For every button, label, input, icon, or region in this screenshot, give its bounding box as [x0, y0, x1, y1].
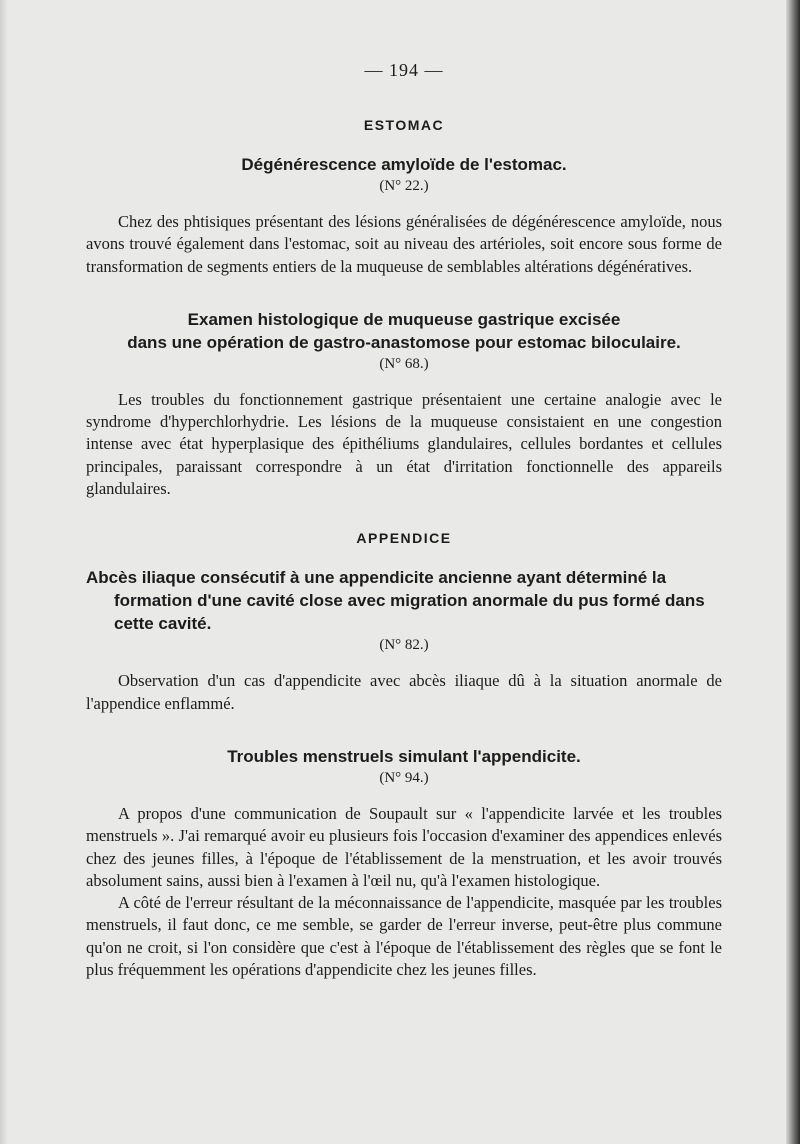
scan-right-edge	[786, 0, 800, 1144]
document-page	[86, 60, 722, 981]
article-title-examen-histologique	[86, 308, 722, 354]
article-paragraph-troubles-1: A propos d'une communication de Soupault sur « l'appendicite larvée et les troubles menstruels ». J'ai remarqué avoir eu plusieurs fois l'occasion d'examiner des appendices enlevés chez des jeunes filles, à l'époque de l'établissement de la menstruation, et les avoir trouvés absolument sains, aussi bien à l'examen à l'œil nu, qu'à l'examen histologique.	[86, 803, 722, 890]
page-number: — 194 —	[364, 60, 444, 80]
article-paragraph-degenerescence: Chez des phtisiques présentant des lésions généralisées de dégénérescence amyloïde, nous avons trouvé également dans l'estomac, soit au niveau des artérioles, soit encore sous forme de transformation de segments entiers de la muqueuse de semblables altérations dégénératives.	[86, 212, 722, 276]
section-heading-appendice: APPENDICE	[356, 530, 452, 547]
article-title-examen-line1: Examen histologique de muqueuse gastrique excisée	[187, 309, 621, 329]
article-paragraph-examen: Les troubles du fonctionnement gastrique présentaient une certaine analogie avec le syndrome d'hyperchlorhydrie. Les lésions de la muqueuse consistaient en une congestion intense avec état hyperplasique des épithéliums glandulaires, cellules bordantes et cellules principales, paraissant correspondre à un état d'irritation fonctionnelle des appareils glandulaires.	[86, 389, 722, 499]
article-paragraph-troubles-2: A côté de l'erreur résultant de la méconnaissance de l'appendicite, masquée par les troubles menstruels, il faut donc, ce me semble, se garder de l'erreur inverse, peut-être plus commune qu'on ne croit, si l'on considère que c'est à l'époque de l'établissement des règles que se font le plus fréquemment les opérations d'appendicite chez les jeunes filles.	[86, 893, 722, 980]
article-ref-22: (N° 22.)	[379, 178, 429, 194]
article-ref-82: (N° 82.)	[379, 637, 429, 654]
article-ref-94: (N° 94.)	[379, 769, 429, 786]
section-heading-estomac: ESTOMAC	[363, 117, 445, 133]
article-ref-68: (N° 68.)	[379, 355, 429, 372]
scan-left-edge	[0, 0, 8, 1144]
article-title-troubles-menstruels: Troubles menstruels simulant l'appendicite.	[227, 746, 581, 766]
article-title-degenerescence: Dégénérescence amyloïde de l'estomac.	[241, 155, 567, 174]
article-title-abces-iliaque: Abcès iliaque consécutif à une appendicite ancienne ayant déterminé la formation d'une cavité close avec migration anormale du pus formé dans cette cavité.	[86, 568, 705, 634]
article-title-examen-line2: dans une opération de gastro-anastomose pour estomac biloculaire.	[127, 332, 681, 352]
article-paragraph-abces: Observation d'un cas d'appendicite avec abcès iliaque dû à la situation anormale de l'appendice enflammé.	[86, 671, 722, 713]
